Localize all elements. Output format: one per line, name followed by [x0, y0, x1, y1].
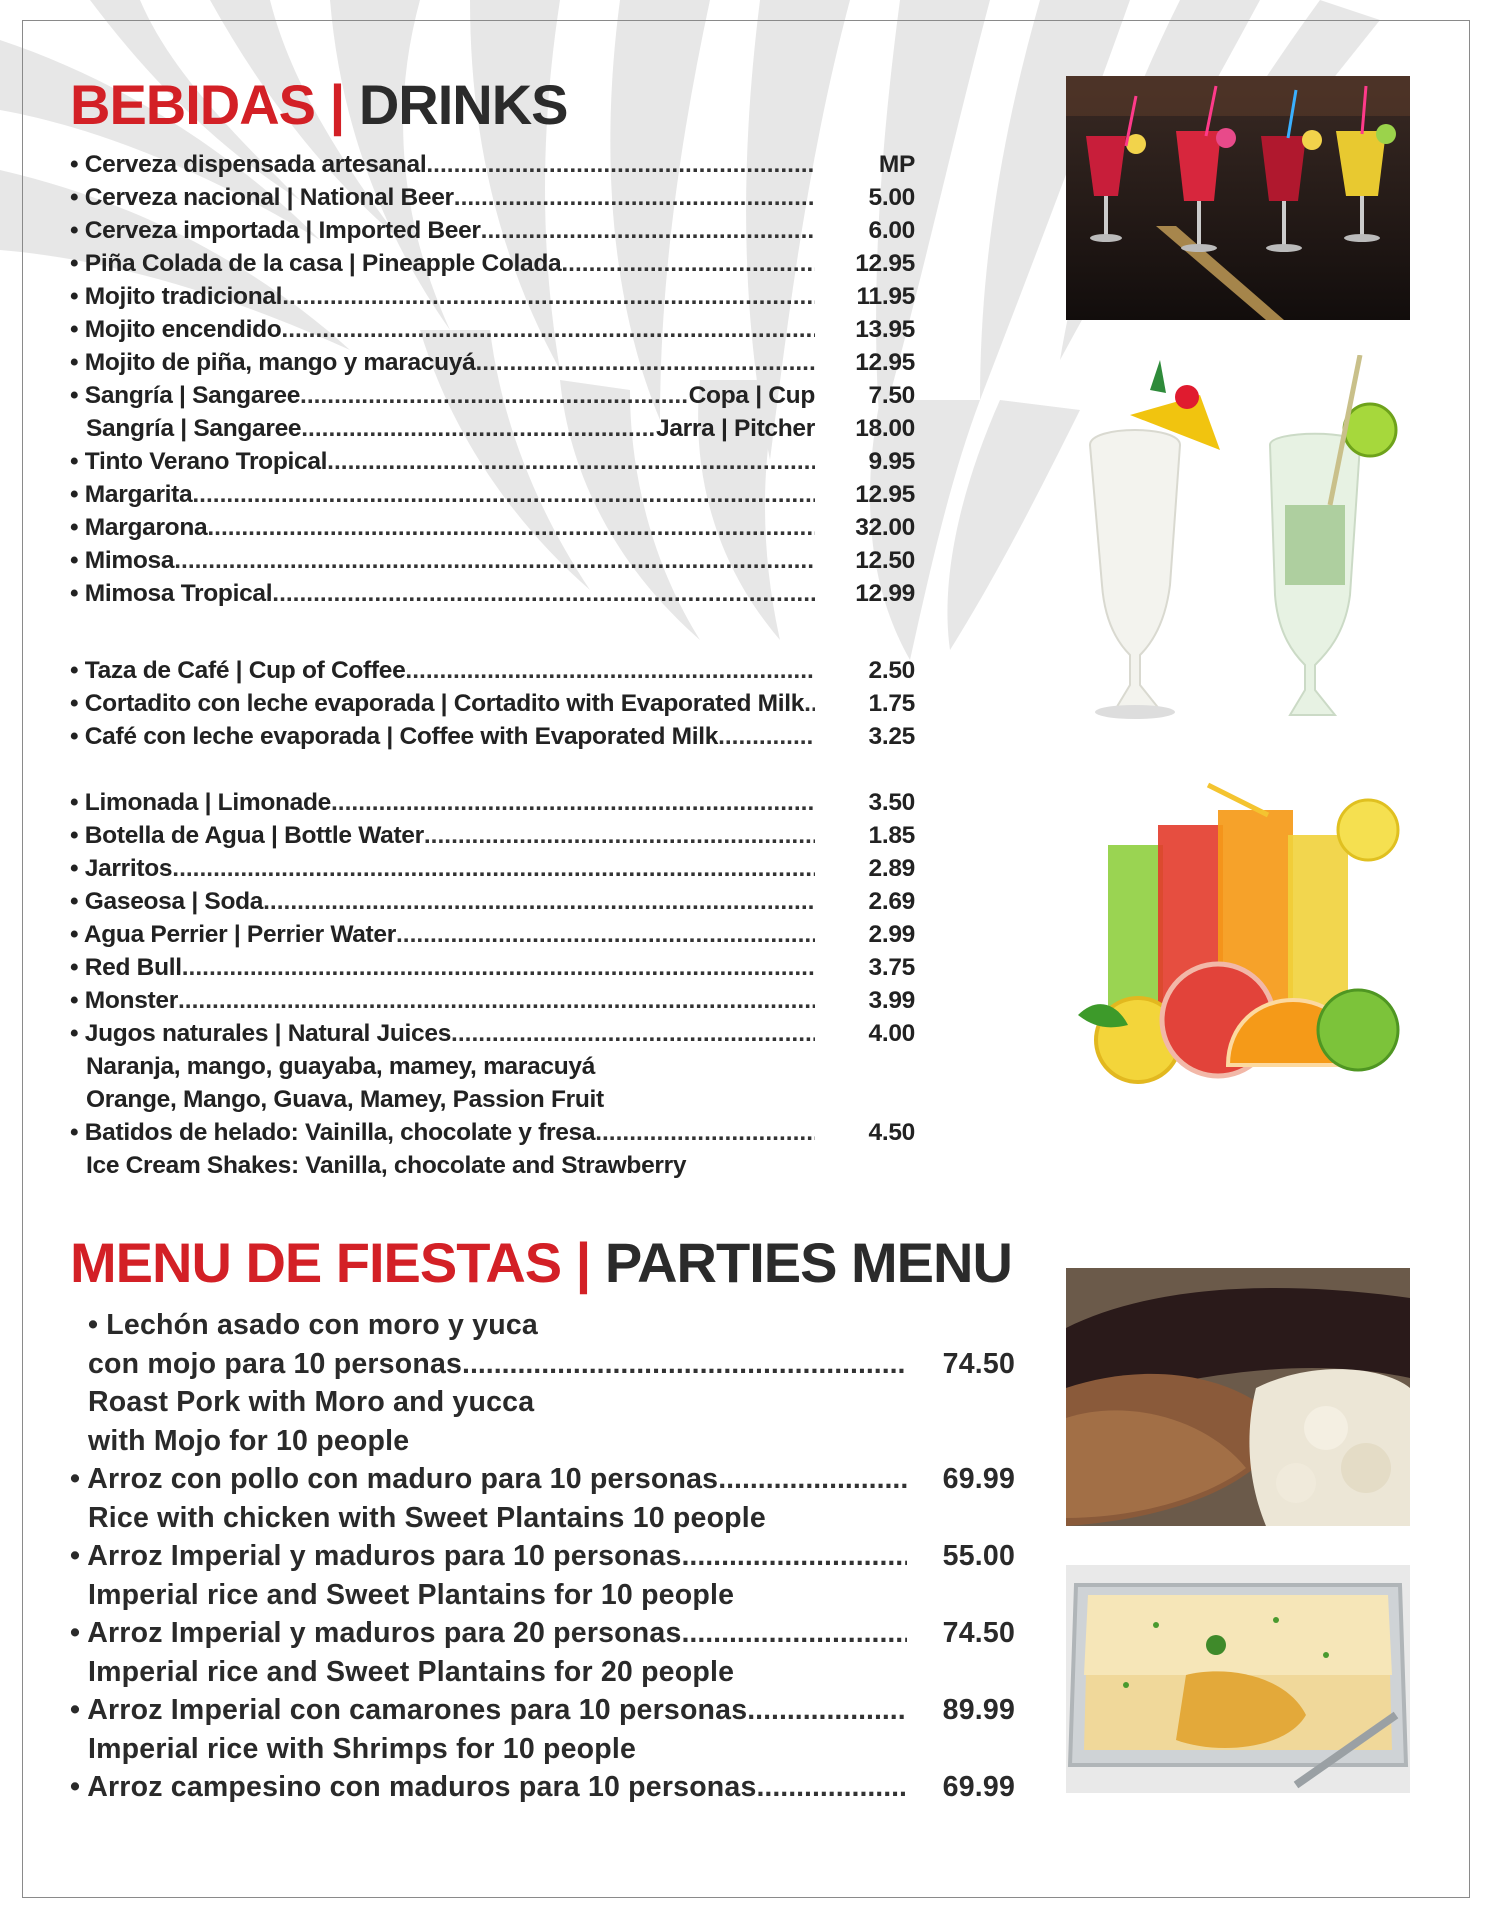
party-item-name: • Arroz Imperial y maduros para 10 personas	[70, 1540, 682, 1572]
drinks-alcohol-list	[70, 148, 915, 610]
soft-drink-item-name: • Red Bull	[70, 954, 182, 981]
soft-drink-item-price: 3.50	[868, 789, 915, 816]
soft-drink-item-price: 2.99	[868, 921, 915, 948]
soft-drink-item-dot-leader	[451, 1017, 815, 1050]
drink-item-dot-leader	[174, 544, 815, 577]
drink-item-dot-leader	[481, 214, 815, 247]
party-item-description: Imperial rice and Sweet Plantains for 20 people	[88, 1655, 735, 1688]
drink-item-dot-leader	[281, 313, 815, 346]
drink-item-row	[70, 280, 915, 313]
party-item-price: 74.50	[942, 1347, 1015, 1380]
soft-drink-item-row	[70, 1017, 915, 1050]
soft-drink-item-name: • Jugos naturales | Natural Juices	[70, 1020, 452, 1047]
drink-item-dot-leader	[454, 181, 815, 214]
party-item-row	[70, 1345, 1015, 1384]
drink-item-price: MP	[878, 151, 915, 178]
party-item-dot-leader	[747, 1691, 907, 1730]
soft-drink-item-row	[70, 1116, 915, 1149]
coffee-item-name: • Cortadito con leche evaporada | Cortadito with Evaporated Milk	[70, 690, 805, 717]
drink-item-price: 12.50	[855, 547, 915, 574]
drink-item-row	[70, 412, 915, 445]
coffee-item-price: 3.25	[868, 723, 915, 750]
drink-item-dot-leader	[272, 577, 815, 610]
soft-drink-item-dot-leader	[263, 885, 815, 918]
drink-item-row	[70, 445, 915, 478]
soft-drink-description: Orange, Mango, Guava, Mamey, Passion Fruit	[86, 1086, 604, 1113]
drinks-heading-en: DRINKS	[358, 73, 568, 136]
drinks-coffee-list	[70, 654, 915, 753]
soft-drink-item-price: 4.50	[868, 1119, 915, 1146]
soft-drink-item-price: 1.85	[868, 822, 915, 849]
parties-menu-list	[70, 1306, 1015, 1807]
arroz-imperial-photo	[1066, 1565, 1410, 1793]
drink-item-name: • Sangría | Sangaree	[70, 382, 301, 409]
drink-item-row	[70, 577, 915, 610]
party-item-description: Rice with chicken with Sweet Plantains 10 people	[88, 1501, 766, 1534]
coffee-item-name: • Taza de Café | Cup of Coffee	[70, 657, 406, 684]
party-item-row	[70, 1614, 1015, 1653]
soft-drink-item-row	[70, 786, 915, 819]
soft-drink-item-price: 3.75	[868, 954, 915, 981]
drink-item-name: • Cerveza dispensada artesanal	[70, 151, 427, 178]
drink-item-row	[70, 346, 915, 379]
drink-item-dot-leader	[301, 412, 656, 445]
drink-item-name: • Mojito encendido	[70, 316, 282, 343]
soft-drink-item-price: 2.89	[868, 855, 915, 882]
coffee-item-name: • Café con leche evaporada | Coffee with Evaporated Milk	[70, 723, 719, 750]
soft-drink-item-row	[70, 951, 915, 984]
coffee-item-row	[70, 687, 915, 720]
drink-item-name: • Cerveza nacional | National Beer	[70, 184, 454, 211]
party-item-name: con mojo para 10 personas	[88, 1347, 463, 1380]
soft-drink-item-dot-leader	[424, 819, 815, 852]
drink-item-price: 32.00	[855, 514, 915, 541]
drink-item-name: Sangría | Sangaree	[86, 415, 302, 442]
parties-heading-sep: |	[575, 1231, 591, 1294]
soft-drink-item-row	[70, 852, 915, 885]
soft-drink-item-dot-leader	[182, 951, 815, 984]
party-item-price: 69.99	[942, 1463, 1015, 1495]
drink-item-price: 7.50	[868, 382, 915, 409]
drink-item-price: 12.95	[855, 481, 915, 508]
drink-item-dot-leader	[327, 445, 815, 478]
soft-drink-item-dot-leader	[396, 918, 815, 951]
drink-item-dot-leader	[475, 346, 815, 379]
soft-drink-item-name: • Monster	[70, 987, 178, 1014]
party-item-dot-leader	[718, 1460, 907, 1499]
drink-item-name: • Cerveza importada | Imported Beer	[70, 217, 481, 244]
drink-item-row	[70, 544, 915, 577]
drinks-soft-list	[70, 786, 915, 1182]
drink-item-price: 6.00	[868, 217, 915, 244]
drink-item-dot-leader	[192, 478, 815, 511]
party-item-description: Roast Pork with Moro and yucca	[88, 1386, 535, 1418]
drink-item-name: • Piña Colada de la casa | Pineapple Colada	[70, 250, 562, 277]
drink-item-dot-leader	[561, 247, 815, 280]
soft-drink-item-name: • Botella de Agua | Bottle Water	[70, 822, 424, 849]
soft-drink-item-name: • Jarritos	[70, 855, 173, 882]
soft-drink-item-name: • Agua Perrier | Perrier Water	[70, 921, 396, 948]
drink-item-row	[70, 214, 915, 247]
coffee-item-dot-leader	[804, 687, 815, 720]
soft-drink-item-row	[70, 918, 915, 951]
party-item-price: 69.99	[942, 1771, 1015, 1803]
drink-item-name: • Mimosa	[70, 547, 175, 574]
soft-drink-item-row	[70, 984, 915, 1017]
cocktails-bar-photo	[1066, 76, 1410, 320]
drink-item-price: 5.00	[868, 184, 915, 211]
roast-pork-yuca-photo	[1066, 1268, 1410, 1526]
coffee-item-price: 2.50	[868, 657, 915, 684]
drink-item-price: 12.95	[855, 349, 915, 376]
drink-item-price: 11.95	[856, 283, 915, 310]
drink-item-row	[70, 181, 915, 214]
party-item-name: • Arroz Imperial con camarones para 10 personas	[70, 1694, 748, 1726]
party-item-price: 55.00	[942, 1540, 1015, 1572]
drink-item-price: 12.99	[855, 580, 915, 607]
drink-item-name: • Margarona	[70, 514, 208, 541]
drink-item-row	[70, 247, 915, 280]
party-item-dot-leader	[757, 1768, 907, 1807]
parties-heading	[70, 1230, 1012, 1295]
party-item-row	[70, 1537, 1015, 1576]
drink-item-name: • Mimosa Tropical	[70, 580, 273, 607]
party-item-description: with Mojo for 10 people	[88, 1424, 410, 1457]
soft-drink-item-name: • Gaseosa | Soda	[70, 888, 264, 915]
soft-drink-item-dot-leader	[595, 1116, 815, 1149]
drink-item-price: 12.95	[855, 250, 915, 277]
party-item-name: • Arroz con pollo con maduro para 10 personas	[70, 1463, 719, 1495]
soft-drink-item-dot-leader	[178, 984, 815, 1017]
soft-drink-description: Ice Cream Shakes: Vanilla, chocolate and Strawberry	[86, 1152, 687, 1179]
coffee-item-row	[70, 654, 915, 687]
parties-heading-es: MENU DE FIESTAS	[70, 1231, 562, 1294]
drink-item-price: 9.95	[868, 448, 915, 475]
soft-drink-item-price: 2.69	[868, 888, 915, 915]
drink-item-name: • Mojito tradicional	[70, 283, 283, 310]
party-item-row	[70, 1460, 1015, 1499]
party-item-dot-leader	[682, 1537, 908, 1576]
party-item-dot-leader	[462, 1345, 907, 1384]
drinks-heading	[70, 72, 568, 137]
drink-item-dot-leader	[426, 148, 815, 181]
coffee-item-dot-leader	[718, 720, 815, 753]
soft-drink-item-row	[70, 885, 915, 918]
soft-drink-item-price: 4.00	[868, 1020, 915, 1047]
party-item-price: 89.99	[942, 1694, 1015, 1726]
drink-item-row	[70, 379, 915, 412]
fresh-juices-photo	[1058, 775, 1408, 1105]
party-item-description: Imperial rice with Shrimps for 10 people	[88, 1732, 637, 1765]
drink-item-name: • Margarita	[70, 481, 193, 508]
soft-drink-item-price: 3.99	[868, 987, 915, 1014]
drink-item-size: Copa | Cup	[688, 382, 815, 409]
drink-item-price: 18.00	[855, 415, 915, 442]
coffee-item-price: 1.75	[868, 690, 915, 717]
drink-item-dot-leader	[207, 511, 815, 544]
drink-item-size: Jarra | Pitcher	[656, 415, 815, 442]
party-item-row	[70, 1768, 1015, 1807]
party-item-row	[70, 1691, 1015, 1730]
party-item-title: • Lechón asado con moro y yuca	[88, 1309, 538, 1341]
soft-drink-item-row	[70, 819, 915, 852]
drinks-heading-sep: |	[329, 73, 345, 136]
soft-drink-item-dot-leader	[172, 852, 815, 885]
parties-heading-en: PARTIES MENU	[604, 1231, 1012, 1294]
drink-item-row	[70, 313, 915, 346]
party-item-name: • Arroz Imperial y maduros para 20 personas	[70, 1617, 682, 1649]
party-item-price: 74.50	[942, 1617, 1015, 1649]
drink-item-name: • Tinto Verano Tropical	[70, 448, 328, 475]
drink-item-dot-leader	[282, 280, 815, 313]
coffee-item-dot-leader	[405, 654, 815, 687]
drink-item-name: • Mojito de piña, mango y maracuyá	[70, 349, 476, 376]
drink-item-row	[70, 148, 915, 181]
pina-colada-mojito-photo	[1070, 355, 1415, 730]
drinks-heading-es: BEBIDAS	[70, 73, 316, 136]
drink-item-row	[70, 478, 915, 511]
soft-drink-item-name: • Batidos de helado: Vainilla, chocolate y fresa	[70, 1119, 596, 1146]
party-item-description: Imperial rice and Sweet Plantains for 10 people	[88, 1578, 735, 1611]
coffee-item-row	[70, 720, 915, 753]
soft-drink-description: Naranja, mango, guayaba, mamey, maracuyá	[86, 1053, 596, 1080]
drink-item-dot-leader	[300, 379, 689, 412]
party-item-dot-leader	[682, 1614, 908, 1653]
soft-drink-item-name: • Limonada | Limonade	[70, 789, 331, 816]
soft-drink-item-dot-leader	[331, 786, 815, 819]
drink-item-row	[70, 511, 915, 544]
party-item-name: • Arroz campesino con maduros para 10 personas	[70, 1771, 757, 1803]
drink-item-price: 13.95	[855, 316, 915, 343]
